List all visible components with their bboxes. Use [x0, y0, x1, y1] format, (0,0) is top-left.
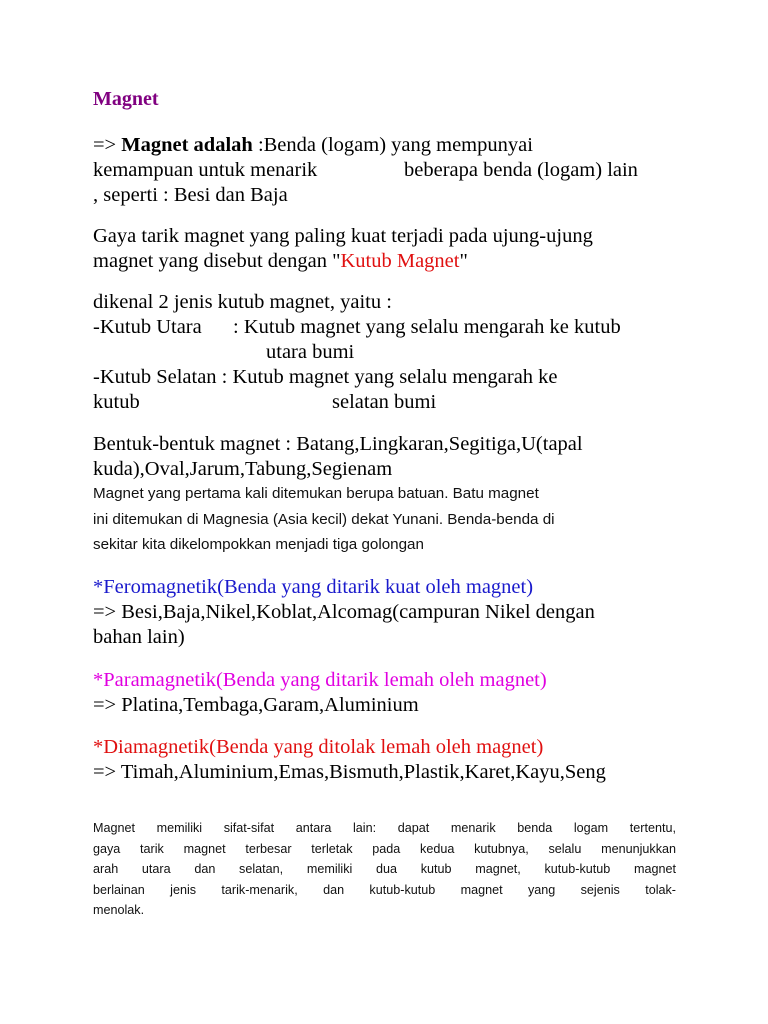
- definition-paragraph: [93, 133, 638, 208]
- south-pole-text: kutub: [93, 391, 140, 413]
- definition-text: :Benda (logam) yang mempunyai: [252, 134, 533, 156]
- north-pole-line: [93, 315, 621, 340]
- paramagnetic-heading: *Paramagnetik(Benda yang ditarik lemah oleh magnet): [93, 669, 547, 691]
- diamagnetic-line-1: => Timah,Aluminium,Emas,Bismuth,Plastik,Karet,Kayu,Seng: [93, 761, 606, 783]
- poles-paragraph: [93, 290, 621, 415]
- shapes-paragraph: [93, 432, 583, 482]
- shapes-line-1: Bentuk-bentuk magnet : Batang,Lingkaran,Segitiga,U(tapal: [93, 433, 583, 455]
- south-pole-line: -Kutub Selatan : Kutub magnet yang selalu mengarah ke: [93, 366, 558, 388]
- attraction-text: ": [459, 250, 468, 272]
- diamagnetic-heading: *Diamagnetik(Benda yang ditolak lemah oleh magnet): [93, 736, 544, 758]
- discovery-line-3: sekitar kita dikelompokkan menjadi tiga golongan: [93, 536, 424, 553]
- attraction-paragraph: [93, 224, 593, 274]
- north-pole-text: : Kutub magnet yang selalu mengarah ke kutub: [233, 316, 621, 338]
- kutub-magnet-highlight: Kutub Magnet: [340, 250, 460, 272]
- definition-term: Magnet adalah: [121, 134, 253, 156]
- attraction-line-2: [93, 249, 593, 274]
- paramagnetic-section: [93, 668, 547, 718]
- properties-line-3: arah utara dan selatan, memiliki dua kutub magnet, kutub-kutub magnet: [93, 862, 676, 877]
- north-pole-text: utara bumi: [266, 341, 355, 363]
- attraction-text: magnet yang disebut dengan ": [93, 250, 341, 272]
- definition-line-2: [93, 158, 638, 183]
- properties-line-1: Magnet memiliki sifat-sifat antara lain: dapat menarik benda logam tertentu,: [93, 821, 676, 835]
- discovery-line-2: ini ditemukan di Magnesia (Asia kecil) dekat Yunani. Benda-benda di: [93, 510, 555, 528]
- properties-line-5: menolak.: [93, 903, 145, 918]
- south-pole-text: selatan bumi: [332, 391, 437, 413]
- definition-line-3: , seperti : Besi dan Baja: [93, 184, 288, 206]
- properties-paragraph: [93, 818, 676, 921]
- paramagnetic-line-1: => Platina,Tembaga,Garam,Aluminium: [93, 694, 419, 716]
- arrow-text: =>: [93, 134, 122, 156]
- attraction-line-1: Gaya tarik magnet yang paling kuat terjadi pada ujung-ujung: [93, 225, 593, 247]
- diamagnetic-section: [93, 735, 606, 785]
- page-title: Magnet: [93, 88, 159, 110]
- properties-line-2: gaya tarik magnet terbesar terletak pada kedua kutubnya, selalu menunjukkan: [93, 841, 676, 856]
- definition-line-1: [93, 133, 638, 158]
- north-pole-line-2: [93, 340, 621, 365]
- north-pole-label: -Kutub Utara: [93, 316, 202, 338]
- ferromagnetic-heading: *Feromagnetik(Benda yang ditarik kuat oleh magnet): [93, 576, 534, 598]
- ferromagnetic-line-1: => Besi,Baja,Nikel,Koblat,Alcomag(campuran Nikel dengan: [93, 601, 595, 623]
- ferromagnetic-section: [93, 575, 595, 650]
- south-pole-line-2: [93, 390, 621, 415]
- definition-text: beberapa benda (logam) lain: [404, 159, 638, 181]
- properties-line-4: berlainan jenis tarik-menarik, dan kutub-kutub magnet yang sejenis tolak-: [93, 882, 676, 897]
- ferromagnetic-line-2: bahan lain): [93, 626, 185, 648]
- discovery-line-1: Magnet yang pertama kali ditemukan berupa batuan. Batu magnet: [93, 485, 539, 502]
- poles-intro: dikenal 2 jenis kutub magnet, yaitu :: [93, 291, 392, 313]
- definition-text: kemampuan untuk menarik: [93, 159, 318, 181]
- discovery-paragraph: [93, 481, 555, 558]
- shapes-line-2: kuda),Oval,Jarum,Tabung,Segienam: [93, 458, 393, 480]
